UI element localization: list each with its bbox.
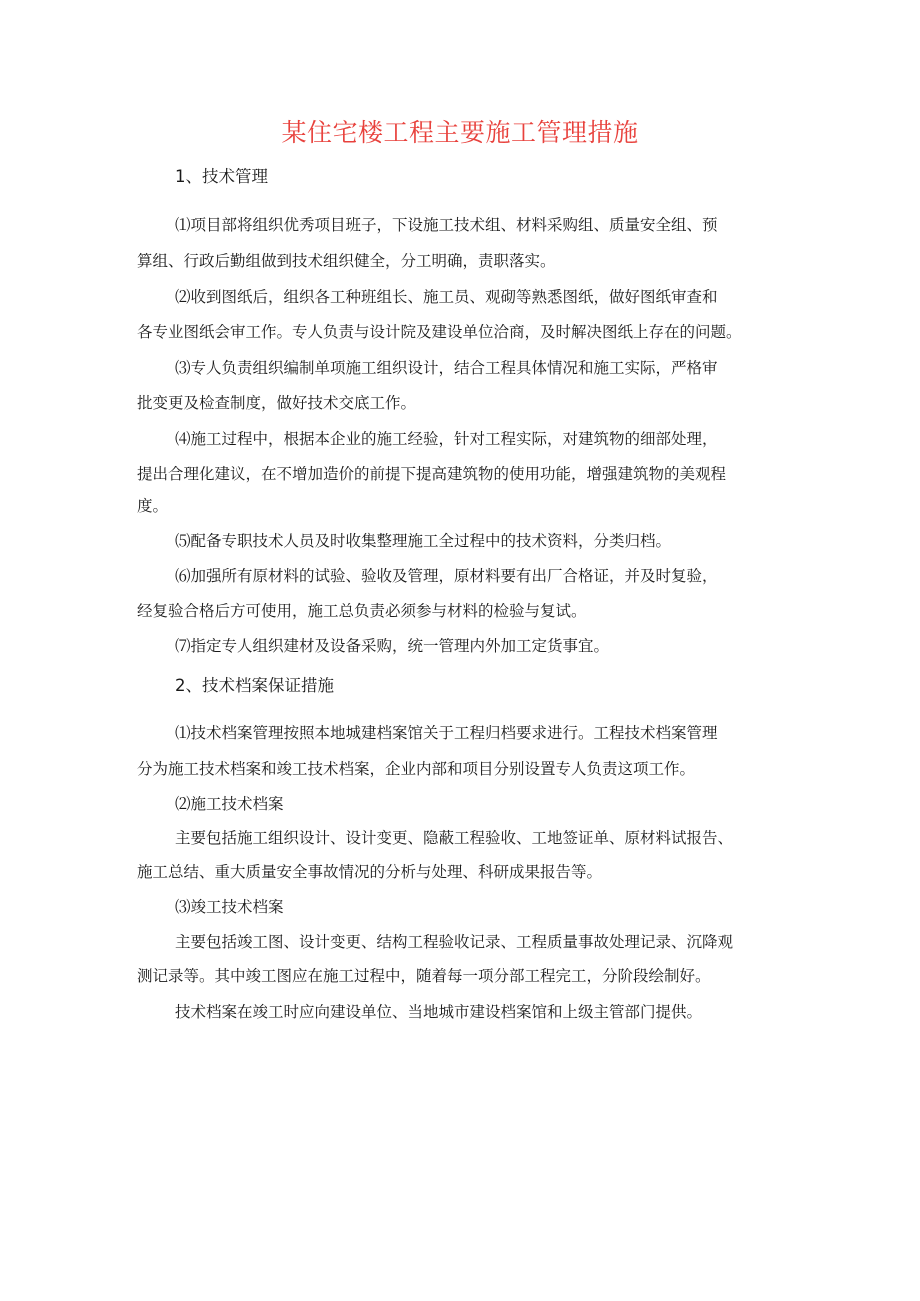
paragraph-line: 主要包括竣工图、设计变更、结构工程验收记录、工程质量事故处理记录、沉降观 (175, 933, 734, 951)
subheading-completion-archive: ⑶竣工技术档案 (175, 898, 284, 916)
paragraph-line: 测记录等。其中竣工图应在施工过程中，随着每一项分部工程完工，分阶段绘制好。 (137, 967, 711, 985)
document-title: 某住宅楼工程主要施工管理措施 (281, 118, 639, 147)
section-heading-archive-measures: 2、技术档案保证措施 (175, 676, 334, 695)
paragraph-line: 主要包括施工组织设计、设计变更、隐蔽工程验收、工地签证单、原材料试报告、 (175, 829, 734, 847)
paragraph-line: ⑴项目部将组织优秀项目班子，下设施工技术组、材料采购组、质量安全组、预 (175, 216, 718, 234)
paragraph-line: 经复验合格后方可使用，施工总负责必须参与材料的检验与复试。 (137, 602, 587, 620)
paragraph-line: ⑴技术档案管理按照本地城建档案馆关于工程归档要求进行。工程技术档案管理 (175, 724, 718, 742)
paragraph-line: 施工总结、重大质量安全事故情况的分析与处理、科研成果报告等。 (137, 863, 603, 881)
paragraph-line: ⑹加强所有原材料的试验、验收及管理，原材料要有出厂合格证，并及时复验， (175, 567, 718, 585)
paragraph-line: ⑺指定专人组织建材及设备采购，统一管理内外加工定货事宜。 (175, 637, 610, 655)
section-heading-technical-management: 1、技术管理 (175, 167, 268, 186)
paragraph-line: ⑸配备专职技术人员及时收集整理施工全过程中的技术资料，分类归档。 (175, 532, 672, 550)
paragraph-line: 分为施工技术档案和竣工技术档案，企业内部和项目分别设置专人负责这项工作。 (137, 760, 696, 778)
paragraph-line: ⑵收到图纸后，组织各工种班组长、施工员、观砌等熟悉图纸，做好图纸审查和 (175, 288, 718, 306)
paragraph-line: 算组、行政后勤组做到技术组织健全，分工明确，责职落实。 (137, 252, 556, 270)
closing-paragraph: 技术档案在竣工时应向建设单位、当地城市建设档案馆和上级主管部门提供。 (175, 1003, 703, 1021)
paragraph-line: ⑷施工过程中，根据本企业的施工经验，针对工程实际，对建筑物的细部处理， (175, 430, 718, 448)
subheading-construction-archive: ⑵施工技术档案 (175, 795, 284, 813)
paragraph-line: 提出合理化建议，在不增加造价的前提下提高建筑物的使用功能，增强建筑物的美观程 (137, 465, 727, 483)
paragraph-line: 各专业图纸会审工作。专人负责与设计院及建设单位洽商，及时解决图纸上存在的问题。 (137, 323, 742, 341)
paragraph-line: 批变更及检查制度，做好技术交底工作。 (137, 394, 417, 412)
paragraph-line: 度。 (137, 497, 169, 515)
paragraph-line: ⑶专人负责组织编制单项施工组织设计，结合工程具体情况和施工实际，严格审 (175, 359, 718, 377)
